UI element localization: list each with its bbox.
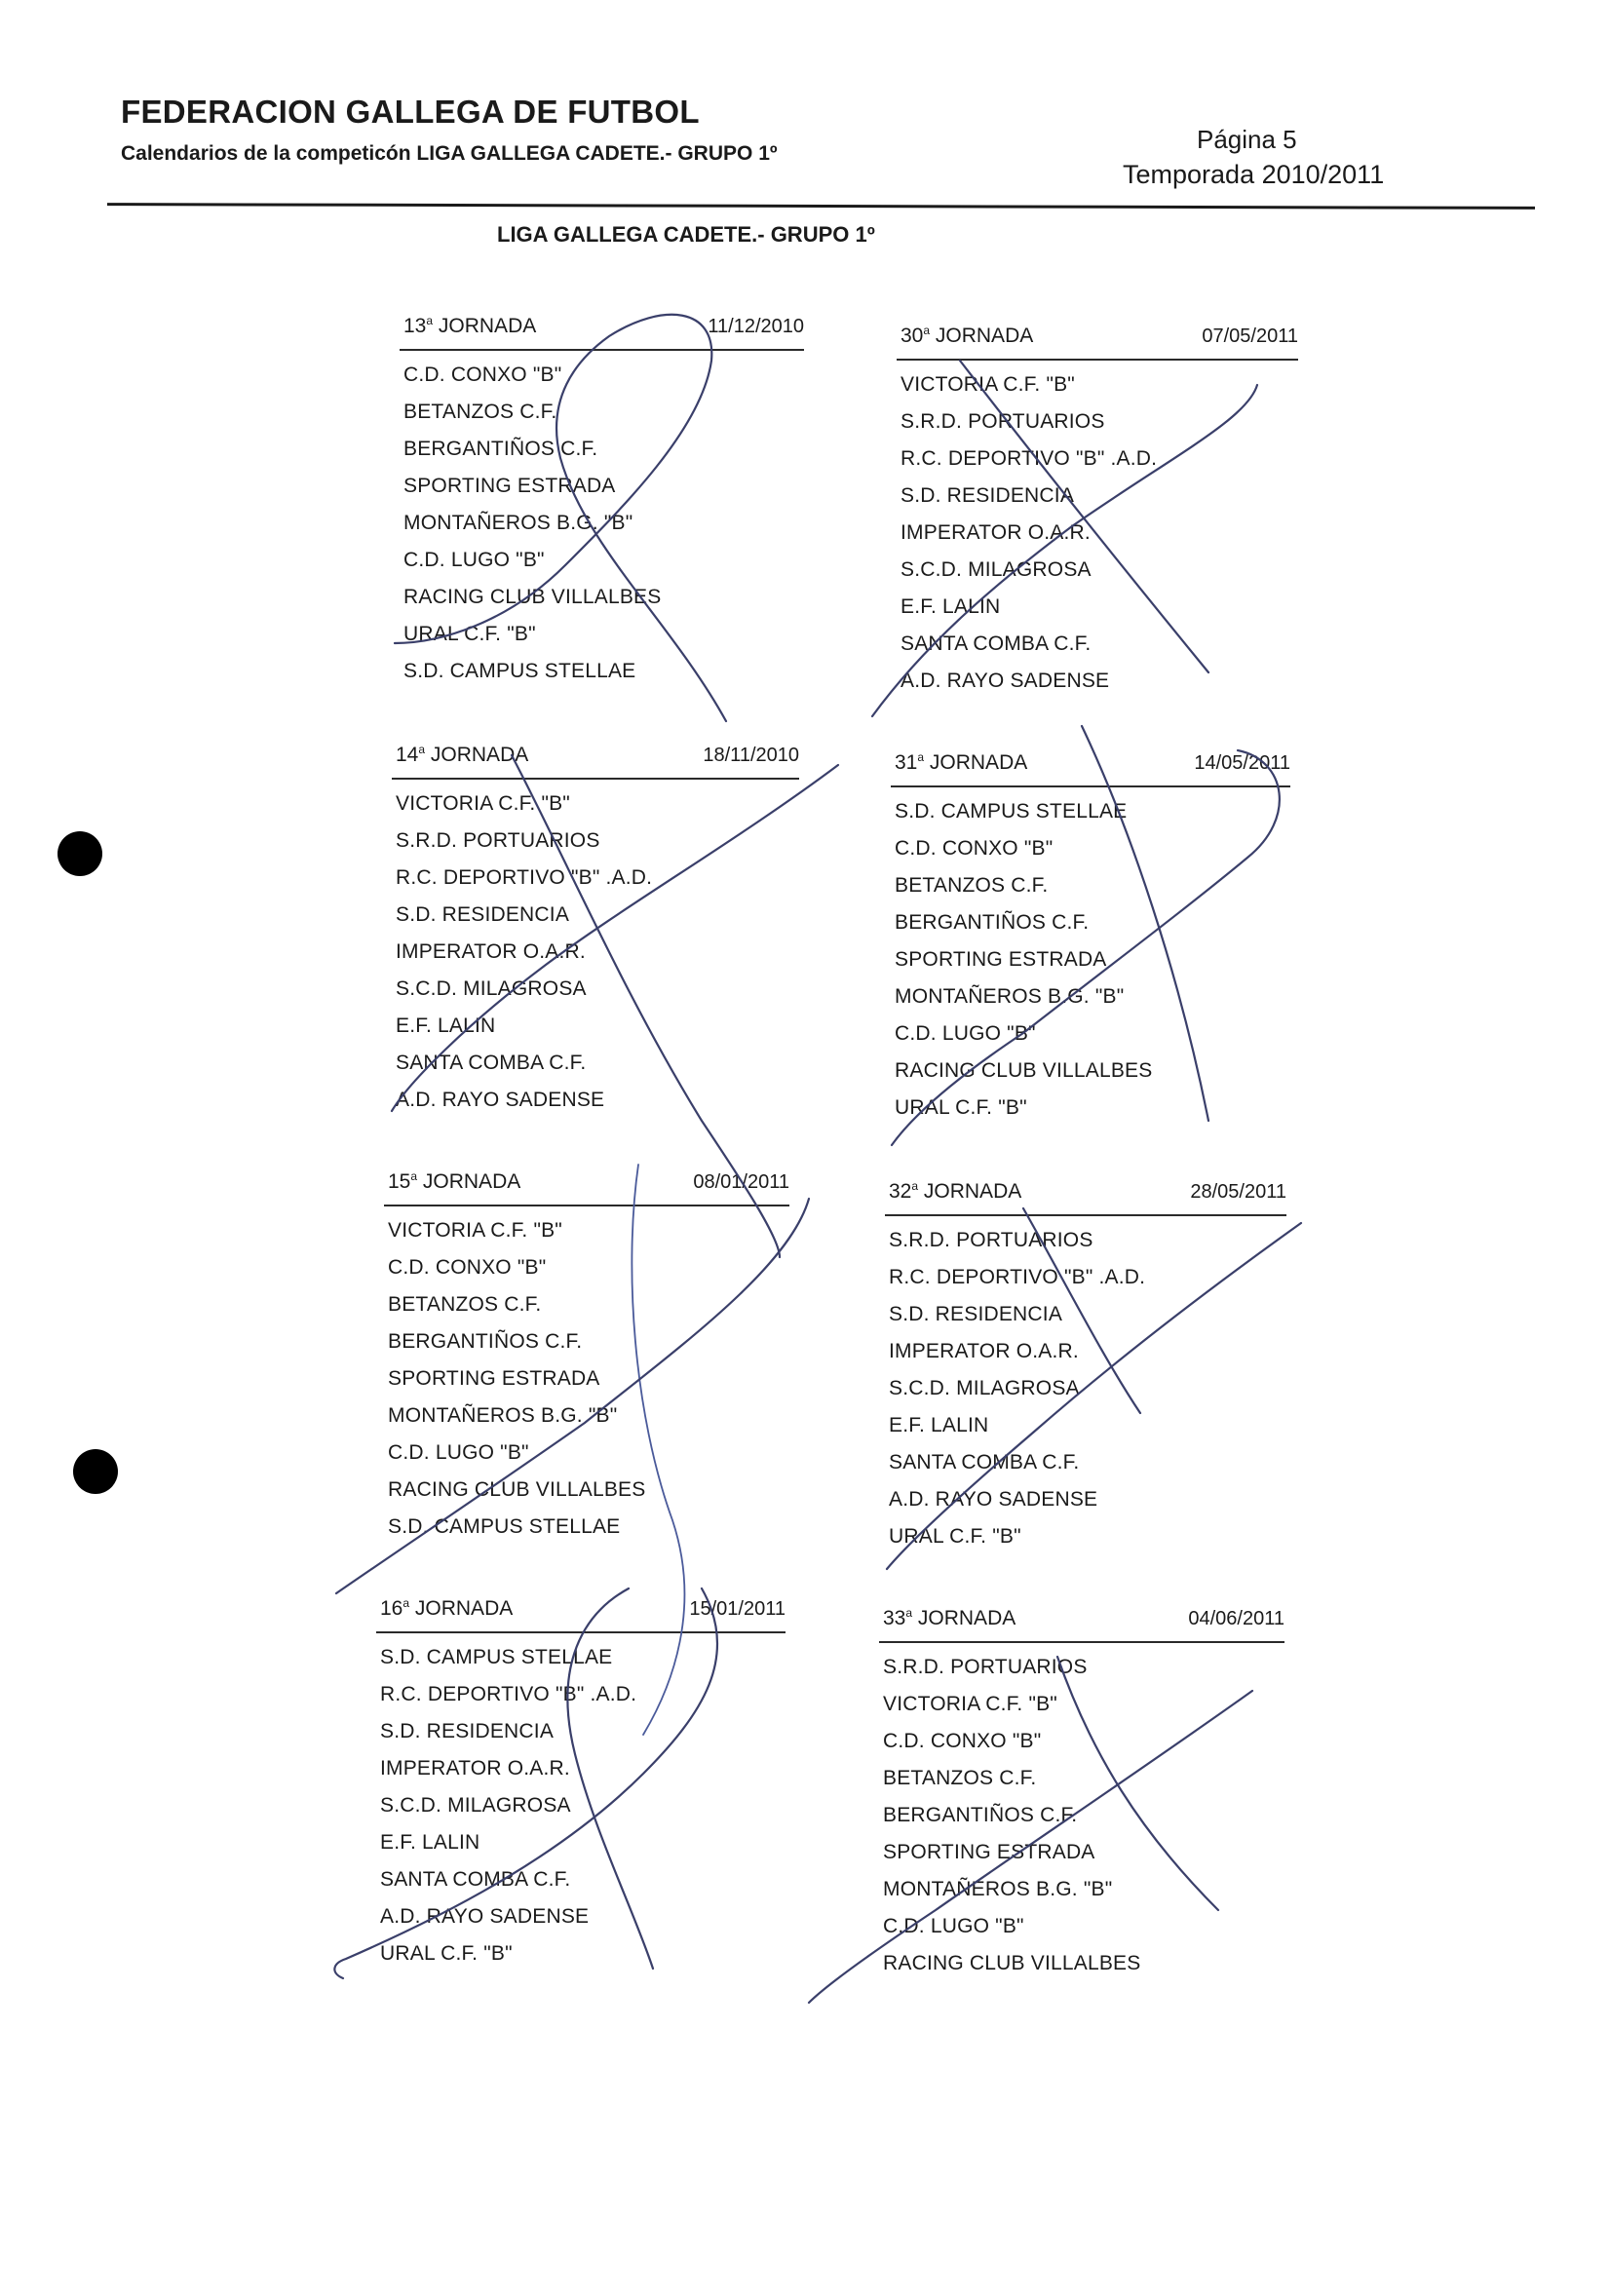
team-entry: S.D. RESIDENCIA [396, 903, 570, 926]
team-entry: S.D. RESIDENCIA [889, 1303, 1063, 1325]
team-entry: S.R.D. PORTUARIOS [396, 829, 600, 852]
team-entry: RACING CLUB VILLALBES [388, 1478, 646, 1501]
team-entry: IMPERATOR O.A.R. [901, 521, 1091, 544]
team-entry: BETANZOS C.F. [403, 401, 557, 423]
round-15 [384, 1169, 789, 1546]
page-number: Página 5 [1197, 125, 1297, 154]
round-title: 14$^a$ JORNADA [396, 743, 529, 766]
team-entry: VICTORIA C.F. "B" [396, 792, 570, 815]
round-13 [400, 314, 804, 690]
round-divider [384, 1205, 789, 1206]
round-date: 18/11/2010 [703, 745, 799, 766]
team-entry: URAL C.F. "B" [889, 1525, 1021, 1548]
team-entry: MONTAÑEROS B.G. "B" [403, 512, 633, 534]
team-entry: URAL C.F. "B" [895, 1096, 1027, 1119]
team-entry: VICTORIA C.F. "B" [901, 373, 1075, 396]
team-entry: RACING CLUB VILLALBES [895, 1059, 1153, 1082]
team-entry: R.C. DEPORTIVO "B" .A.D. [396, 866, 653, 889]
team-list [879, 1649, 1284, 1982]
header-divider [107, 203, 1535, 210]
round-title: 16$^a$ JORNADA [380, 1596, 514, 1620]
team-list [885, 1222, 1286, 1555]
section-title: LIGA GALLEGA CADETE.- GRUPO 1º [497, 222, 875, 247]
round-title: 13$^a$ JORNADA [403, 314, 537, 337]
team-list [392, 785, 799, 1119]
round-date: 11/12/2010 [708, 316, 804, 337]
team-entry: IMPERATOR O.A.R. [396, 940, 586, 963]
team-entry: R.C. DEPORTIVO "B" .A.D. [380, 1683, 637, 1705]
round-32 [885, 1179, 1286, 1555]
round-date: 07/05/2011 [1202, 325, 1298, 347]
round-title: 31$^a$ JORNADA [895, 750, 1028, 774]
team-entry: BETANZOS C.F. [388, 1293, 542, 1316]
round-divider [400, 349, 804, 351]
round-title: 33$^a$ JORNADA [883, 1606, 1016, 1629]
team-entry: S.D. RESIDENCIA [380, 1720, 555, 1742]
team-entry: SANTA COMBA C.F. [901, 632, 1092, 655]
team-entry: BETANZOS C.F. [895, 874, 1049, 897]
document-subtitle: Calendarios de la competicón LIGA GALLEGA CADETE.- GRUPO 1º [121, 142, 778, 165]
round-divider [392, 778, 799, 780]
team-entry: MONTAÑEROS B.G. "B" [895, 985, 1125, 1008]
team-entry: S.D. CAMPUS STELLAE [895, 800, 1128, 823]
round-date: 28/05/2011 [1190, 1181, 1286, 1203]
team-list [400, 357, 804, 690]
team-entry: URAL C.F. "B" [380, 1942, 513, 1965]
team-entry: SPORTING ESTRADA [403, 475, 616, 497]
punch-hole-bottom [73, 1449, 118, 1494]
team-entry: BETANZOS C.F. [883, 1767, 1037, 1789]
team-entry: R.C. DEPORTIVO "B" .A.D. [889, 1266, 1146, 1288]
team-entry: RACING CLUB VILLALBES [883, 1952, 1141, 1974]
round-16 [376, 1596, 786, 1972]
team-entry: A.D. RAYO SADENSE [380, 1905, 590, 1928]
team-entry: S.C.D. MILAGROSA [380, 1794, 571, 1817]
team-entry: C.D. LUGO "B" [403, 549, 545, 571]
team-entry: SPORTING ESTRADA [388, 1367, 600, 1390]
punch-hole-top [58, 831, 102, 876]
team-entry: VICTORIA C.F. "B" [883, 1693, 1057, 1715]
team-list [897, 366, 1298, 700]
team-entry: BERGANTIÑOS C.F. [403, 438, 598, 460]
team-entry: URAL C.F. "B" [403, 623, 536, 645]
team-entry: RACING CLUB VILLALBES [403, 586, 662, 608]
team-entry: S.D. RESIDENCIA [901, 484, 1075, 507]
team-entry: BERGANTIÑOS C.F. [388, 1330, 583, 1353]
team-entry: C.D. CONXO "B" [883, 1730, 1042, 1752]
team-entry: S.R.D. PORTUARIOS [883, 1656, 1088, 1678]
round-title: 32$^a$ JORNADA [889, 1179, 1022, 1203]
team-entry: SANTA COMBA C.F. [396, 1052, 587, 1074]
round-title: 30$^a$ JORNADA [901, 324, 1034, 347]
team-list [376, 1639, 786, 1972]
team-entry: MONTAÑEROS B.G. "B" [388, 1404, 618, 1427]
team-entry: IMPERATOR O.A.R. [889, 1340, 1079, 1362]
team-entry: SPORTING ESTRADA [883, 1841, 1095, 1863]
team-entry: E.F. LALIN [380, 1831, 480, 1854]
team-entry: C.D. CONXO "B" [895, 837, 1054, 860]
team-entry: E.F. LALIN [901, 595, 1001, 618]
team-entry: C.D. LUGO "B" [388, 1441, 529, 1464]
team-list [891, 793, 1290, 1127]
team-entry: S.C.D. MILAGROSA [889, 1377, 1080, 1399]
round-divider [879, 1641, 1284, 1643]
team-entry: C.D. CONXO "B" [388, 1256, 547, 1279]
team-entry: S.R.D. PORTUARIOS [901, 410, 1105, 433]
org-title: FEDERACION GALLEGA DE FUTBOL [121, 94, 700, 130]
round-date: 14/05/2011 [1194, 752, 1290, 774]
team-entry: S.C.D. MILAGROSA [396, 977, 587, 1000]
round-33 [879, 1606, 1284, 1982]
team-entry: C.D. CONXO "B" [403, 364, 562, 386]
team-entry: BERGANTIÑOS C.F. [883, 1804, 1078, 1826]
team-entry: MONTAÑEROS B.G. "B" [883, 1878, 1113, 1900]
team-entry: C.D. LUGO "B" [895, 1022, 1036, 1045]
round-30 [897, 324, 1298, 700]
team-entry: SANTA COMBA C.F. [889, 1451, 1080, 1473]
round-divider [897, 359, 1298, 361]
team-entry: E.F. LALIN [396, 1014, 496, 1037]
team-entry: S.D. CAMPUS STELLAE [380, 1646, 613, 1668]
round-date: 04/06/2011 [1188, 1608, 1284, 1629]
round-divider [376, 1631, 786, 1633]
team-entry: S.D. CAMPUS STELLAE [403, 660, 636, 682]
team-entry: VICTORIA C.F. "B" [388, 1219, 562, 1242]
season-label: Temporada 2010/2011 [1123, 160, 1385, 189]
team-entry: BERGANTIÑOS C.F. [895, 911, 1090, 934]
team-entry: A.D. RAYO SADENSE [889, 1488, 1098, 1511]
team-entry: E.F. LALIN [889, 1414, 989, 1436]
round-date: 08/01/2011 [693, 1171, 789, 1193]
team-entry: S.D. CAMPUS STELLAE [388, 1515, 621, 1538]
round-31 [891, 750, 1290, 1127]
round-divider [891, 785, 1290, 787]
team-entry: SANTA COMBA C.F. [380, 1868, 571, 1891]
round-title: 15$^a$ JORNADA [388, 1169, 521, 1193]
round-divider [885, 1214, 1286, 1216]
team-entry: A.D. RAYO SADENSE [396, 1089, 605, 1111]
team-entry: R.C. DEPORTIVO "B" .A.D. [901, 447, 1158, 470]
team-list [384, 1212, 789, 1546]
round-14 [392, 743, 799, 1119]
team-entry: SPORTING ESTRADA [895, 948, 1107, 971]
team-entry: S.R.D. PORTUARIOS [889, 1229, 1093, 1251]
team-entry: A.D. RAYO SADENSE [901, 670, 1110, 692]
team-entry: C.D. LUGO "B" [883, 1915, 1024, 1937]
round-date: 15/01/2011 [689, 1598, 786, 1620]
team-entry: IMPERATOR O.A.R. [380, 1757, 570, 1779]
team-entry: S.C.D. MILAGROSA [901, 558, 1092, 581]
